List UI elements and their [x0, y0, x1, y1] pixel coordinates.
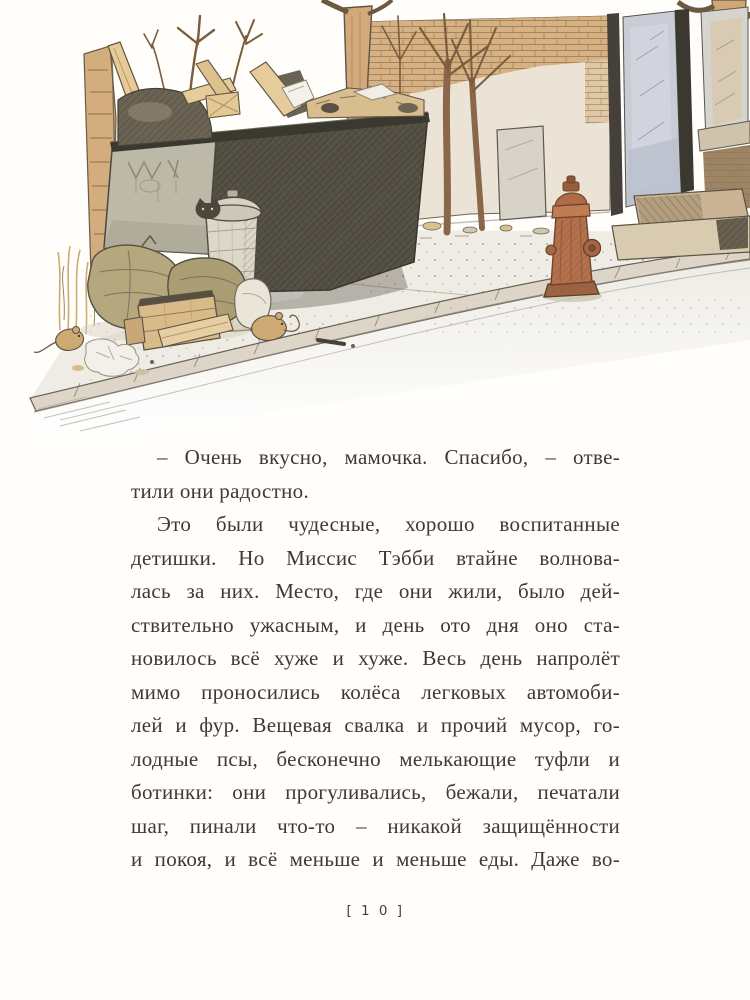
text-line: новилось всё хуже и хуже. Весь день напролёт	[131, 646, 620, 670]
text-line: шаг, пинали что-то – никакой защищённости	[131, 813, 620, 838]
text-line: ботинки: они прогуливались, бежали, печатали	[131, 780, 620, 804]
mouse-left	[34, 327, 84, 353]
text-line: – Очень вкусно, мамочка. Спасибо, – отве-	[157, 445, 620, 469]
doorway	[607, 7, 750, 216]
text-line: мимо проносились колёса легковых автомоби-	[131, 679, 620, 704]
text-line: ствительно ужасным, и день ото дня оно ста-	[131, 612, 620, 637]
text-line: детишки. Но Миссис Тэбби втайне волнова-	[131, 545, 620, 570]
text-line: лей и фур. Вещевая свалка и прочий мусор, го-	[131, 713, 620, 737]
text-line: лась за них. Место, где они жили, было дей-	[131, 579, 620, 603]
body-text	[131, 441, 620, 877]
text-line: и покоя, и всё меньше и меньше еды. Даже во-	[131, 847, 620, 871]
text-line: лодные псы, бесконечно мелькающие туфли и	[131, 746, 620, 771]
page-number: [ 1 0 ]	[346, 903, 405, 919]
text-line: тили они радостно.	[131, 478, 310, 503]
text-line: Это были чудесные, хорошо воспитанные	[157, 512, 620, 536]
street-scene-illustration	[0, 0, 750, 435]
